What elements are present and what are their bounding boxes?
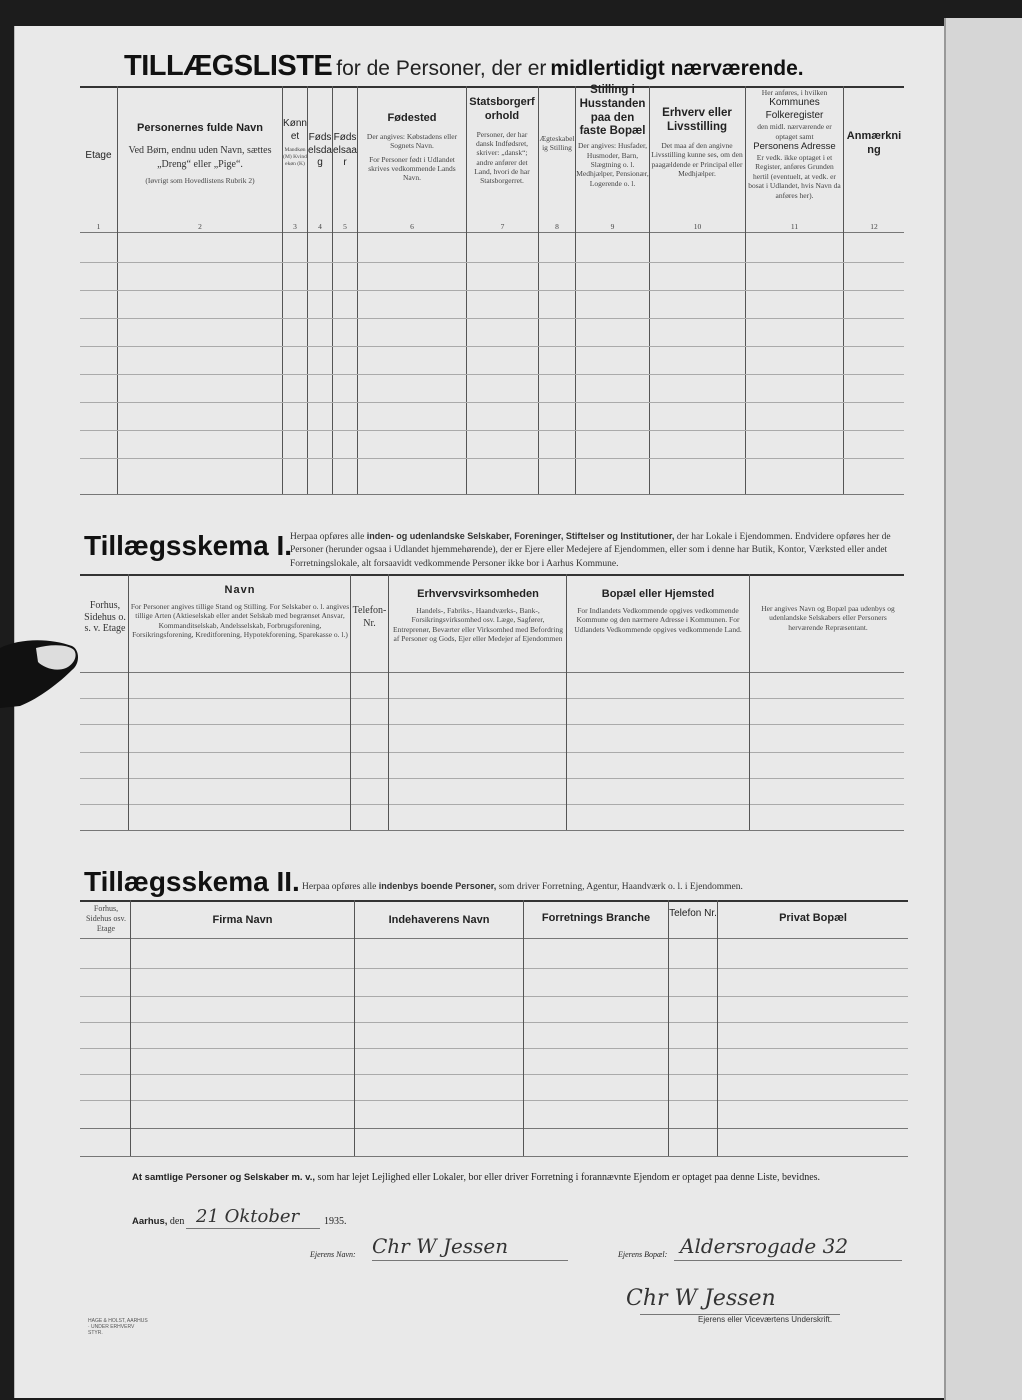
col-birthplace: Fødested Der angives: Købstadens eller Sognets Navn. For Personer født i Udlandet skrives vedkommende Lands Navn.: [366, 112, 458, 183]
s2-col-branch: Forretnings Branche: [541, 912, 651, 924]
col-occupation: Erhverv eller Livsstilling Det maa af den angivne Livsstilling kunne ses, om den paagældende er Principal eller Medhjælper.: [651, 107, 743, 178]
col-gender: Kønnet Mandkøn (M) Kvindekøn (K): [283, 118, 307, 167]
year: 1935.: [324, 1216, 347, 1227]
signature-handwritten: Chr W Jessen: [626, 1286, 776, 1311]
title-mid: for de Personer, der er: [336, 57, 547, 80]
s2-col-owner: Indehaverens Navn: [388, 914, 490, 926]
col-household: Stilling i Husstanden paa den faste Bopæl Der angives: Husfader, Husmoder, Barn, Slægtning o. l. Medhjælper, Pensionær, Logerende o. l.: [576, 84, 649, 188]
s1-col-representative: Her angives Navn og Bopæl paa udenbys og udenlandske Selskabers eller Personers herværende Repræsentant.: [761, 604, 895, 632]
col-birthyear: Fødselsaar: [333, 132, 357, 168]
owner-name-label: Ejerens Navn:: [310, 1250, 356, 1259]
printer-imprint: HAGE & HOLST, AARHUS · UNDER ERHVERV STYR.: [88, 1318, 148, 1336]
signature-label: Ejerens eller Viceværtens Underskrift.: [698, 1315, 833, 1324]
date-line: Aarhus, den: [132, 1216, 185, 1227]
s1-col-name: Navn For Personer angives tillige Stand og Stilling. For Selskaber o. l. angives tillige Arten (Aktieselskab eller andet Selskab med begrænset Ansvar, Kommanditselskab, Andelsselskab, Forbrugsforening, Forsikringsforening, Kreditforening, Hypotekforening, Sparekasse o. l.): [130, 584, 350, 639]
col-citizenship: Statsborgerforhold Personer, der har dansk Indfødsret, skriver: „dansk“; andre anfører det Land, hvori de har Statsborgerret.: [469, 96, 535, 186]
date-handwritten: 21 Oktober: [196, 1206, 300, 1227]
col-marital: Ægteskabelig Stilling: [539, 134, 575, 153]
s1-col-residence: Bopæl eller Hjemsted For Indlandets Vedkommende opgives vedkommende Kommune og den nærmere Adresse i Kommunen. For Udlandets Vedkommende opgives vedkommende Land.: [574, 588, 742, 634]
s1-col-business: Erhvervsvirksomheden Handels-, Fabriks-, Haandværks-, Bank-, Forsikringsvirksomhed osv. Læge, Sagfører, Entreprenør, Beværter eller Virksomhed med Befordring af Personer og Gods, Ejer eller Medejer af Ejendommen: [393, 588, 563, 643]
owner-name-handwritten: Chr W Jessen: [372, 1234, 509, 1258]
certification: At samtlige Personer og Selskaber m. v., som har lejet Lejlighed eller Lokaler, bor eller driver Forretning i forannævnte Ejendom er optaget paa denne Liste, bevidnes.: [132, 1172, 821, 1183]
s2-col-address: Privat Bopæl: [779, 912, 847, 924]
thumb-holding-page: [0, 638, 80, 708]
owner-address-label: Ejerens Bopæl:: [618, 1250, 668, 1259]
col-registry: Her anføres, i hvilken Kommunes Folkeregister den midl. nærværende er optaget samt Personens Adresse Er vedk. ikke optaget i et Register, anføres Grunden hertil (eventuelt, at vedk. er bosat i Udlandet, hvis Navn da anføres her).: [748, 88, 841, 200]
s2-col-phone: Telefon Nr.: [669, 908, 717, 919]
s1-col-phone: Telefon-Nr.: [352, 605, 387, 629]
schema1-intro: Herpaa opføres alle inden- og udenlandske Selskaber, Foreninger, Stiftelser og Institutioner, der har Lokale i Ejendommen. Endvidere opføres her de Personer (herunder ogsaa i Udlandet hjemmehørende), der er Ejere eller Medejere af Ejendommen, eller som i denne har Butik, Kontor, Værksted eller andet Forretningslokale, alt forsaavidt vedkommende Personer ikke bor i Aarhus Kommune.: [290, 531, 891, 569]
schema2-title: Tillægsskema II.: [84, 866, 300, 897]
s2-col-floor: Forhus, Sidehus osv. Etage: [86, 904, 126, 933]
adjacent-page-edge: [944, 18, 1022, 1400]
title-bold: midlertidigt nærværende.: [550, 57, 804, 80]
schema1-title: Tillægsskema I.: [84, 530, 293, 561]
schema2-intro: Herpaa opføres alle indenbys boende Personer, som driver Forretning, Agentur, Haandværk o. l. i Ejendommen.: [302, 881, 743, 892]
col-remarks: Anmærkning: [846, 130, 902, 156]
s2-col-firm: Firma Navn: [212, 914, 273, 926]
col-birthday: Fødselsdag: [308, 132, 332, 168]
col-name: Personernes fulde Navn Ved Børn, endnu uden Navn, sættes „Dreng“ eller „Pige“. (Iøvrigt som Hovedlistens Rubrik 2): [128, 122, 272, 185]
page-title: [124, 50, 804, 83]
col-etage: Etage: [85, 150, 112, 161]
owner-address-handwritten: Aldersrogade 32: [680, 1234, 849, 1258]
title-main: TILLÆGSLISTE: [124, 50, 333, 82]
s1-col-floor: Forhus, Sidehus o. s. v. Etage: [84, 600, 126, 634]
